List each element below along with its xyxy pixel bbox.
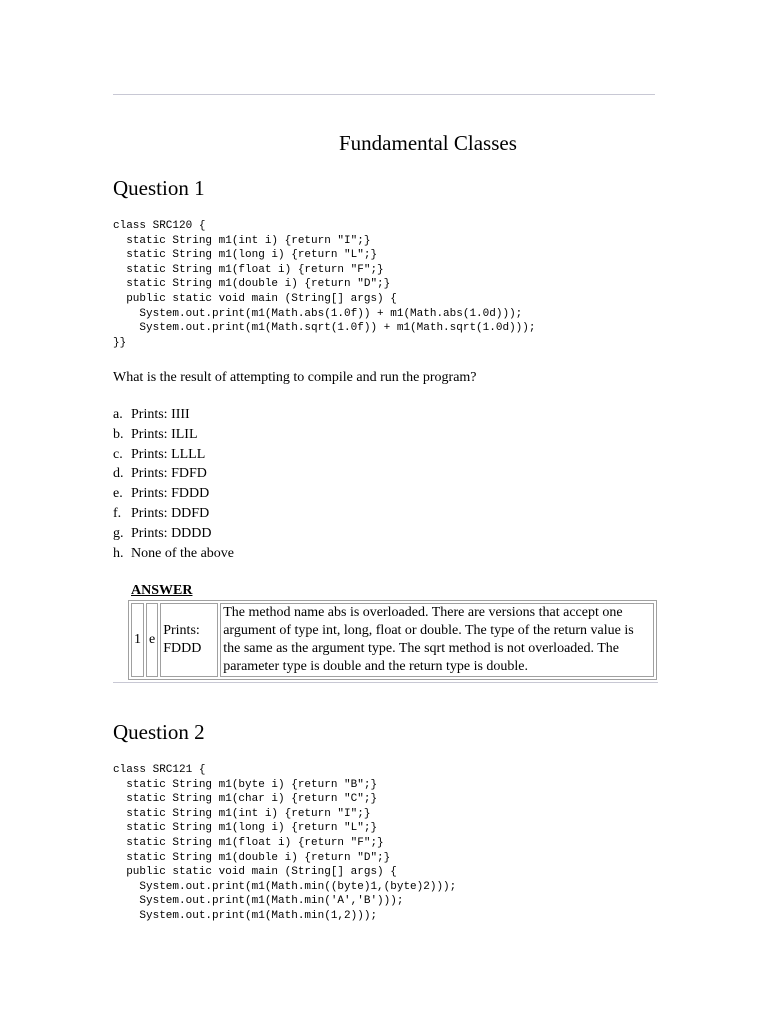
question-1-options xyxy=(113,405,234,563)
option-letter: b. xyxy=(113,426,124,442)
option-text: Prints: DDFD xyxy=(131,505,210,521)
option-h xyxy=(113,544,234,564)
option-b xyxy=(113,425,234,445)
answer-table xyxy=(128,600,657,680)
page-title: Fundamental Classes xyxy=(339,131,517,155)
option-letter: f. xyxy=(113,505,122,521)
answer-letter: e xyxy=(146,603,158,677)
option-letter: e. xyxy=(113,486,123,502)
option-text: None of the above xyxy=(131,545,235,561)
option-text: Prints: DDDD xyxy=(131,525,212,541)
answer-divider xyxy=(113,682,658,683)
answer-result: Prints: FDDD xyxy=(160,603,218,677)
question-1-prompt: What is the result of attempting to compile and run the program? xyxy=(113,370,477,385)
answer-label: ANSWER xyxy=(131,583,193,598)
table-row xyxy=(131,603,654,677)
answer-explanation: The method name abs is overloaded. There are versions that accept one argument of type int, long, float or double. The type of the return value is the same as the argument type. The sqrt method is not overloaded. The parameter type is double and the return type is double. xyxy=(220,603,654,677)
option-letter: c. xyxy=(113,446,123,462)
option-e xyxy=(113,484,234,504)
option-c xyxy=(113,445,234,465)
option-g xyxy=(113,524,234,544)
question-2-heading: Question 2 xyxy=(113,720,205,744)
option-text: Prints: LLLL xyxy=(131,446,206,462)
option-text: Prints: ILIL xyxy=(131,426,198,442)
question-1-heading: Question 1 xyxy=(113,176,205,200)
question-1-code: class SRC120 { static String m1(int i) {return "I";} static String m1(long i) {return "L";} static String m1(float i) {return "F";} static String m1(double i) {return "D";} public static void main (String[] args) { System.out.print(m1(Math.abs(1.0f)) + m1(Math.abs(1.0d))); System.out.print(m1(Math.sqrt(1.0f)) + m1(Math.sqrt(1.0d))); }} xyxy=(113,220,536,349)
option-text: Prints: FDFD xyxy=(131,466,207,482)
option-f xyxy=(113,504,234,524)
top-divider xyxy=(113,94,655,95)
question-2-code: class SRC121 { static String m1(byte i) {return "B";} static String m1(char i) {return "C";} static String m1(int i) {return "I";} static String m1(long i) {return "L";} static String m1(float i) {return "F";} static String m1(double i) {return "D";} public static void main (String[] args) { System.out.print(m1(Math.min((byte)1,(byte)2))); System.out.print(m1(Math.min('A','B'))); System.out.print(m1(Math.min(1,2))); xyxy=(113,764,457,922)
option-letter: a. xyxy=(113,407,123,422)
option-d xyxy=(113,464,234,484)
option-letter: g. xyxy=(113,525,124,541)
option-text: Prints: FDDD xyxy=(131,486,210,502)
answer-number: 1 xyxy=(131,603,144,677)
option-letter: h. xyxy=(113,545,124,561)
option-text: Prints: IIII xyxy=(131,407,190,422)
option-a xyxy=(113,405,234,425)
option-letter: d. xyxy=(113,466,124,482)
